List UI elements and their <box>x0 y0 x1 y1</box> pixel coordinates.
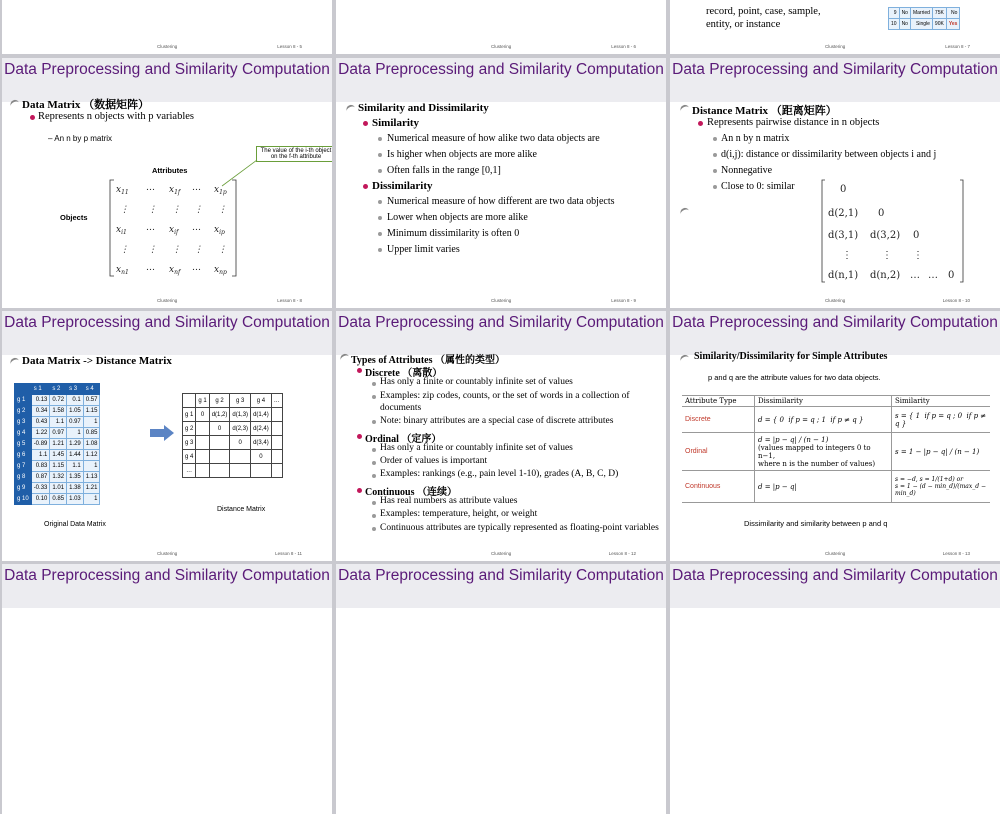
table-cell: 0.72 <box>50 395 67 406</box>
table-cell <box>209 436 230 450</box>
svg-text:…: … <box>146 183 155 193</box>
dissimilarity-label: Dissimilarity <box>372 180 433 192</box>
sub-bullet-icon <box>378 248 382 252</box>
sub-bullet-icon <box>372 448 376 452</box>
row-header: g 1 <box>183 408 196 422</box>
column-header: g 4 <box>251 394 272 408</box>
table-row <box>183 436 283 450</box>
slide-title: Data Preprocessing and Similarity Computation <box>338 314 664 331</box>
slide-thumbnail-6[interactable] <box>336 0 666 54</box>
bullet-text: Close to 0: similar <box>721 181 795 192</box>
table-cell: 1.35 <box>67 472 84 483</box>
distance-matrix-caption: Distance Matrix <box>217 506 266 513</box>
table-cell: 1.58 <box>50 406 67 417</box>
table-cell <box>196 422 209 436</box>
svg-text:0: 0 <box>913 230 920 241</box>
table-row <box>15 494 100 505</box>
sub-bullet-icon <box>378 200 382 204</box>
table-cell: d(1,2) <box>209 408 230 422</box>
slide-thumbnail-14[interactable] <box>2 564 332 814</box>
svg-text:…: … <box>192 183 201 193</box>
svg-text:0: 0 <box>878 208 885 219</box>
bullet-text: An n by n matrix <box>721 133 790 144</box>
slide-title: Data Preprocessing and Similarity Computation <box>4 61 330 78</box>
svg-text:0: 0 <box>840 184 847 195</box>
bullet-text: Is higher when objects are more alike <box>387 149 537 160</box>
mini-data-table <box>888 7 960 30</box>
svg-text:…: … <box>146 223 155 233</box>
slide-title: Data Preprocessing and Similarity Computation <box>338 567 664 584</box>
bullet-text: Order of values is important <box>380 456 488 466</box>
svg-text:xnp: $x_{np}$ <box>214 265 227 276</box>
table-cell: No <box>946 8 960 19</box>
slide-thumbnail-11[interactable] <box>2 311 332 561</box>
attribute-similarity-table <box>682 395 990 503</box>
table-cell: 0 <box>196 408 209 422</box>
sub-bullet-icon <box>378 232 382 236</box>
table-cell <box>271 464 282 478</box>
bullet-text: Nonnegative <box>721 165 773 176</box>
bullet-text: Represents n objects with p variables <box>38 111 195 122</box>
svg-text:⋮: ⋮ <box>913 250 923 261</box>
svg-text:d(3,1): d(3,1) <box>828 230 859 241</box>
slide-text-line: record, point, case, sample, <box>706 6 821 17</box>
ordinal-note: (values mapped to integers 0 to n−1, <box>758 443 871 460</box>
objects-label: Objects <box>60 213 88 222</box>
bullet-text: Upper limit varies <box>387 244 460 255</box>
slide-thumbnail-5[interactable] <box>2 0 332 54</box>
slide-thumbnail-10[interactable] <box>670 58 1000 308</box>
table-cell: 0.87 <box>31 472 50 483</box>
sub-bullet-icon <box>713 169 717 173</box>
table-row <box>15 417 100 428</box>
row-header: g 3 <box>183 436 196 450</box>
slide-title: Data Preprocessing and Similarity Computation <box>4 314 330 331</box>
svg-text:x1f: $x_{1f}$ <box>169 185 181 196</box>
table-cell: 0.85 <box>83 428 100 439</box>
table-row <box>15 472 100 483</box>
col-header: Attribute Type <box>682 396 755 407</box>
table-cell: 1.15 <box>50 461 67 472</box>
table-cell <box>196 436 209 450</box>
svg-text:x1p: $x_{1p}$ <box>214 185 227 196</box>
table-cell: 1.05 <box>67 406 84 417</box>
table-cell: d(1,4) <box>251 408 272 422</box>
discrete-similarity-formula: s = { 1 if p = q ; 0 if p ≠ q } <box>892 407 991 433</box>
table-cell: 1.21 <box>83 483 100 494</box>
hand-bullet-icon <box>345 103 356 113</box>
row-header: g 1 <box>15 395 32 406</box>
table-cell: 1.22 <box>31 428 50 439</box>
svg-text:…: … <box>146 263 155 273</box>
col-header: Similarity <box>892 396 991 407</box>
slide-header <box>336 311 666 355</box>
column-header <box>15 384 32 395</box>
col-header: Dissimilarity <box>755 396 892 407</box>
slide-title: Data Preprocessing and Similarity Computation <box>338 61 664 78</box>
table-row <box>15 439 100 450</box>
continuous-similarity-formula: s = −d, s = 1/(1+d) or s = 1 − (d − min_d)/(max_d − min_d) <box>892 471 991 503</box>
callout-box: The value of the i-th object on the f-th attribute <box>256 146 332 162</box>
column-header: s 1 <box>31 384 50 395</box>
hand-bullet-icon <box>679 103 690 113</box>
table-cell: -0.33 <box>31 483 50 494</box>
svg-text:d(3,2): d(3,2) <box>870 230 901 241</box>
bullet-text: Examples: rankings (e.g., pain level 1-10), grades (A, B, C, D) <box>380 469 619 479</box>
sub-bullet-icon <box>372 474 376 478</box>
table-cell: 1.03 <box>67 494 84 505</box>
svg-text:d(n,1): d(n,1) <box>828 270 859 281</box>
table-cell: Yes <box>946 19 960 30</box>
table-cell: 90K <box>932 19 946 30</box>
table-cell: 0.83 <box>31 461 50 472</box>
table-cell <box>271 450 282 464</box>
row-type-continuous: Continuous <box>682 471 755 503</box>
table-row <box>889 8 960 19</box>
bullet-text: Numerical measure of how different are two data objects <box>387 196 615 207</box>
slide-footer: Clustering Lesson 8 - 7 <box>825 44 970 49</box>
slide-footer: Clustering Lesson 8 - 6 <box>491 44 636 49</box>
discrete-dissimilarity-formula: d = { 0 if p = q ; 1 if p ≠ q } <box>755 407 892 433</box>
table-cell: 1.13 <box>83 472 100 483</box>
slide-footer: Clustering Lesson 8 - 11 <box>157 551 302 556</box>
ordinal-note: where n is the number of values) <box>758 459 876 468</box>
svg-text:⋮: ⋮ <box>172 205 181 215</box>
table-cell: 0.43 <box>31 417 50 428</box>
table-cell: 1.21 <box>50 439 67 450</box>
slide-heading: Similarity and Dissimilarity <box>358 102 489 114</box>
table-cell: Married <box>910 8 932 19</box>
table-cell: 1.08 <box>83 439 100 450</box>
table-cell: 0.57 <box>83 395 100 406</box>
slide-title: Data Preprocessing and Similarity Computation <box>672 61 998 78</box>
table-cell: 0.34 <box>31 406 50 417</box>
bullet-text: Represents pairwise distance in n objects <box>707 117 880 128</box>
table-cell: 0.10 <box>31 494 50 505</box>
svg-text:xn1: $x_{n1}$ <box>116 265 129 276</box>
table-cell <box>230 464 251 478</box>
table-cell: 0 <box>209 422 230 436</box>
table-cell: 10 <box>889 19 900 30</box>
row-header: g 4 <box>15 428 32 439</box>
bullet-text: Has only a finite or countably infinite set of values <box>380 443 573 453</box>
svg-text:d(2,1): d(2,1) <box>828 208 859 219</box>
row-header: g 3 <box>15 417 32 428</box>
table-cell: 1.44 <box>67 450 84 461</box>
bullet-dot-icon <box>363 184 368 189</box>
ordinal-dissimilarity-formula: d = |p − q| / (n − 1) (values mapped to integers 0 to n−1, where n is the number of values) <box>755 433 892 471</box>
bullet-text: Continuous attributes are typically represented as floating-point variables <box>380 523 659 533</box>
attributes-label: Attributes <box>152 166 188 175</box>
table-cell <box>271 408 282 422</box>
slide-heading: Data Matrix -> Distance Matrix <box>22 355 172 367</box>
sub-bullet-icon <box>378 153 382 157</box>
table-cell: d(1,3) <box>230 408 251 422</box>
bullet-text: Has real numbers as attribute values <box>380 496 518 506</box>
table-cell: 1 <box>67 428 84 439</box>
svg-text:⋮: ⋮ <box>148 205 157 215</box>
table-cell: 1 <box>83 461 100 472</box>
sub-bullet-icon <box>372 382 376 386</box>
slide-header <box>670 564 1000 608</box>
svg-text:⋮: ⋮ <box>172 245 181 255</box>
table-cell: 1.1 <box>31 450 50 461</box>
table-cell: 1.12 <box>83 450 100 461</box>
table-cell: 1.15 <box>83 406 100 417</box>
ordinal-similarity-formula: s = 1 − |p − q| / (n − 1) <box>892 433 991 471</box>
bullet-text: Examples: zip codes, counts, or the set of words in a collection of documents <box>380 391 630 413</box>
slide-heading: Similarity/Dissimilarity for Simple Attributes <box>694 351 888 362</box>
sub-bullet-icon <box>372 514 376 518</box>
bullet-dot-icon <box>357 488 362 493</box>
slide-title: Data Preprocessing and Similarity Computation <box>672 567 998 584</box>
row-header: … <box>183 464 196 478</box>
figure-subtitle: – An n by p matrix <box>48 134 113 143</box>
conversion-figure <box>12 371 318 539</box>
svg-text:…: … <box>192 223 201 233</box>
table-cell: 9 <box>889 8 900 19</box>
bullet-text: Examples: temperature, height, or weight <box>380 509 538 519</box>
table-cell: No <box>899 8 910 19</box>
svg-text:⋮: ⋮ <box>218 205 227 215</box>
bullet-text: d(i,j): distance or dissimilarity between objects i and j <box>721 149 937 160</box>
table-cell <box>230 450 251 464</box>
svg-text:⋮: ⋮ <box>194 245 203 255</box>
row-type-discrete: Discrete <box>682 407 755 433</box>
arrow-head <box>164 425 174 441</box>
table-cell: d(2,4) <box>251 422 272 436</box>
bullet-dot-icon <box>357 434 362 439</box>
table-cell <box>196 450 209 464</box>
table-cell: -0.89 <box>31 439 50 450</box>
row-header: g 7 <box>15 461 32 472</box>
bullet-text: Note: binary attributes are a special case of discrete attributes <box>380 416 614 426</box>
slide-footer: Clustering Lesson 8 - 12 <box>491 551 636 556</box>
slide-header <box>336 58 666 102</box>
sub-bullet-icon <box>372 527 376 531</box>
bullet-text: Lower when objects are more alike <box>387 212 528 223</box>
column-header: g 2 <box>209 394 230 408</box>
row-header: g 9 <box>15 483 32 494</box>
row-header: g 5 <box>15 439 32 450</box>
svg-text:…: … <box>928 270 938 281</box>
table-row <box>15 395 100 406</box>
bullet-dot-icon <box>363 121 368 126</box>
column-header <box>183 394 196 408</box>
sub-bullet-icon <box>713 137 717 141</box>
table-cell: 1.38 <box>67 483 84 494</box>
slide-header <box>336 564 666 608</box>
table-row <box>15 428 100 439</box>
table-intro: p and q are the attribute values for two data objects. <box>708 373 881 382</box>
svg-text:⋮: ⋮ <box>120 245 129 255</box>
bullet-text: Has only a finite or countably infinite set of values <box>380 377 573 387</box>
table-cell: 1.1 <box>50 417 67 428</box>
svg-text:xif: $x_{if}$ <box>169 225 179 236</box>
svg-text:⋮: ⋮ <box>194 205 203 215</box>
hand-bullet-icon <box>679 206 690 216</box>
table-cell: 75K <box>932 8 946 19</box>
svg-text:⋮: ⋮ <box>218 245 227 255</box>
slide-heading: Data Matrix （数据矩阵） <box>22 99 150 111</box>
table-cell: 1.45 <box>50 450 67 461</box>
svg-text:0: 0 <box>948 270 955 281</box>
bullet-text: Often falls in the range [0,1] <box>387 165 501 176</box>
svg-text:xip: $x_{ip}$ <box>214 225 225 236</box>
svg-text:⋮: ⋮ <box>148 245 157 255</box>
table-cell: 1 <box>83 494 100 505</box>
slide-title: Data Preprocessing and Similarity Computation <box>672 314 998 331</box>
slide-footer: Clustering Lesson 8 - 10 <box>825 298 970 303</box>
distance-matrix-figure <box>820 176 970 286</box>
svg-text:⋮: ⋮ <box>120 205 129 215</box>
table-cell <box>209 464 230 478</box>
matrix-figure <box>42 128 332 294</box>
table-cell <box>251 464 272 478</box>
row-header: g 10 <box>15 494 32 505</box>
table-row <box>15 461 100 472</box>
sub-bullet-icon <box>713 153 717 157</box>
slide-text-line: entity, or instance <box>706 19 781 30</box>
row-header: g 2 <box>15 406 32 417</box>
original-matrix-caption: Original Data Matrix <box>44 521 106 528</box>
row-header: g 4 <box>183 450 196 464</box>
distance-table <box>182 393 283 478</box>
svg-text:…: … <box>910 270 920 281</box>
table-cell: No <box>899 19 910 30</box>
bullet-dot-icon <box>698 121 703 126</box>
slide-footer: Clustering Lesson 8 - 5 <box>157 44 302 49</box>
svg-text:xnf: $x_{nf}$ <box>169 265 181 276</box>
row-header: g 2 <box>183 422 196 436</box>
column-header: s 3 <box>67 384 84 395</box>
slide-footer: Clustering Lesson 8 - 9 <box>491 298 636 303</box>
similarity-label: Similarity <box>372 117 420 129</box>
slide-title: Data Preprocessing and Similarity Computation <box>4 567 330 584</box>
bullet-dot-icon <box>30 115 35 120</box>
table-cell <box>271 436 282 450</box>
table-cell: 0 <box>251 450 272 464</box>
row-type-ordinal: Ordinal <box>682 433 755 471</box>
table-cell <box>209 450 230 464</box>
row-header: g 6 <box>15 450 32 461</box>
column-header: s 2 <box>50 384 67 395</box>
table-cell <box>271 422 282 436</box>
ordinal-label: Ordinal （定序） <box>365 434 442 445</box>
table-row <box>15 483 100 494</box>
column-header: … <box>271 394 282 408</box>
table-row <box>183 408 283 422</box>
slide-header <box>2 311 332 355</box>
table-cell: 0.85 <box>50 494 67 505</box>
svg-text:…: … <box>192 263 201 273</box>
svg-text:xi1: $x_{i1}$ <box>116 225 127 236</box>
sub-bullet-icon <box>372 420 376 424</box>
table-row <box>183 422 283 436</box>
slide-header <box>670 311 1000 355</box>
sub-bullet-icon <box>372 461 376 465</box>
table-row <box>183 464 283 478</box>
table-row <box>183 450 283 464</box>
table-cell <box>196 464 209 478</box>
matrix-svg <box>42 128 306 294</box>
slide-footer: Clustering Lesson 8 - 8 <box>157 298 302 303</box>
slide-thumbnail-7[interactable] <box>670 0 1000 54</box>
slide-thumbnail-13[interactable] <box>670 311 1000 561</box>
slide-header <box>670 58 1000 102</box>
continuous-dissimilarity-formula: d = |p − q| <box>755 471 892 503</box>
discrete-label: Discrete （离散） <box>365 368 443 379</box>
table-cell: 1.01 <box>50 483 67 494</box>
row-header: g 8 <box>15 472 32 483</box>
hand-bullet-icon <box>9 356 20 366</box>
bullet-text: Minimum dissimilarity is often 0 <box>387 228 520 239</box>
sub-bullet-icon <box>378 216 382 220</box>
slide-heading: Distance Matrix （距离矩阵） <box>692 105 837 117</box>
slide-heading: Types of Attributes （属性的类型） <box>351 355 505 366</box>
slide-thumbnail-8[interactable] <box>2 58 332 308</box>
column-header: g 3 <box>230 394 251 408</box>
table-cell: 0.97 <box>50 428 67 439</box>
svg-text:x11: $x_{11}$ <box>116 185 129 196</box>
slide-footer: Clustering Lesson 8 - 13 <box>825 551 970 556</box>
svg-text:d(n,2): d(n,2) <box>870 270 901 281</box>
table-row <box>15 450 100 461</box>
continuous-label: Continuous （连续） <box>365 487 457 498</box>
sub-bullet-icon <box>372 501 376 505</box>
sub-bullet-icon <box>378 137 382 141</box>
table-caption: Dissimilarity and similarity between p and q <box>744 519 888 528</box>
table-row <box>15 406 100 417</box>
slide-thumbnail-15[interactable] <box>336 564 666 814</box>
svg-text:⋮: ⋮ <box>882 250 892 261</box>
table-cell: d(3,4) <box>251 436 272 450</box>
table-cell: 1.29 <box>67 439 84 450</box>
bullet-text: Numerical measure of how alike two data objects are <box>387 133 600 144</box>
table-row <box>889 19 960 30</box>
slide-thumbnail-16[interactable] <box>670 564 1000 814</box>
table-cell: d(2,3) <box>230 422 251 436</box>
slide-thumbnail-12[interactable] <box>336 311 666 561</box>
sub-bullet-icon <box>713 185 717 189</box>
table-cell: 0.1 <box>67 395 84 406</box>
sub-bullet-icon <box>378 169 382 173</box>
slide-header <box>2 564 332 608</box>
table-cell: 0 <box>230 436 251 450</box>
table-cell: 0.13 <box>31 395 50 406</box>
original-data-table <box>14 383 100 505</box>
column-header: g 1 <box>196 394 209 408</box>
attribute-table-figure <box>680 367 996 537</box>
table-cell: 0.97 <box>67 417 84 428</box>
table-cell: 1 <box>83 417 100 428</box>
table-cell: 1.1 <box>67 461 84 472</box>
bullet-dot-icon <box>357 368 362 373</box>
table-cell: Single <box>910 19 932 30</box>
table-cell: 1.32 <box>50 472 67 483</box>
column-header: s 4 <box>83 384 100 395</box>
slide-thumbnail-9[interactable] <box>336 58 666 308</box>
svg-text:⋮: ⋮ <box>842 250 852 261</box>
sub-bullet-icon <box>372 395 376 399</box>
